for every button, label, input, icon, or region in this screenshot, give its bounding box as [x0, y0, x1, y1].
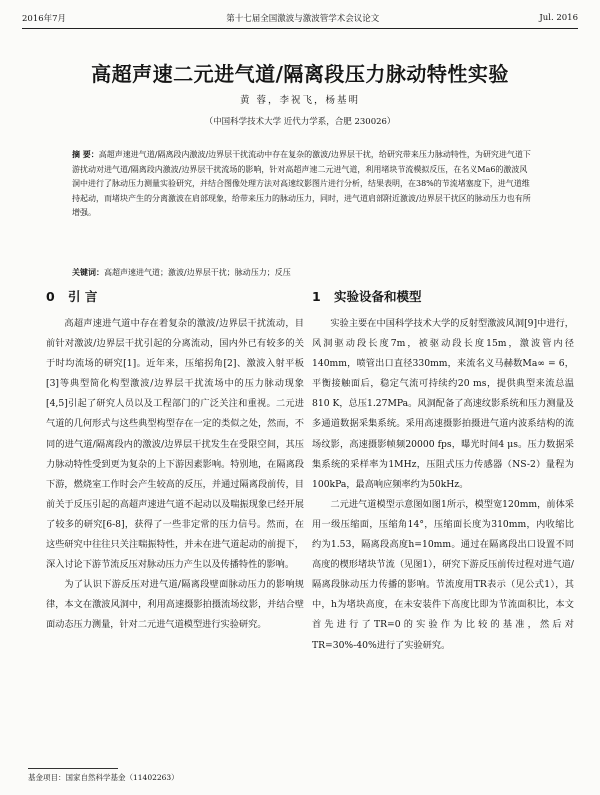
paper-affiliation: （中国科学技术大学 近代力学系，合肥 230026） [204, 117, 396, 127]
footnote-divider [28, 768, 118, 769]
paper-authors: 黄 蓉，李祝飞，杨基明 [239, 95, 361, 106]
left-column [46, 280, 304, 636]
keywords [72, 266, 532, 280]
abstract-text: 高超声速进气道/隔离段内激波/边界层干扰流动中存在复杂的激波/边界层干扰，给研究带来压力脉动特性，为研究进气道下游扰动对进气道/隔离段内激波/边界层干扰流场的影响，针对高超声速二元进气道，利用堵块节流模拟反压，在名义Ma6的激波风洞中进行了脉动压力测量实验研究，并结合图像处理方法对高速纹影图片进行分析，结果表明，在38%的节流堵塞度下，进气道维持起动，而堵块产生的分离激波在肩部现象，给带来压力的脉动压力，同时，进气道肩部附近激波/边界层干扰区的脉动压力也有所增强。 [72, 150, 531, 218]
header-conference: 第十七届全国激波与激波管学术会议论文 [226, 14, 380, 24]
section-number: 0 [46, 289, 55, 304]
running-header [22, 12, 578, 24]
header-divider [22, 28, 578, 29]
section-number: 1 [312, 289, 321, 304]
footnote-label: 基金项目： [28, 773, 66, 782]
section-heading-setup [312, 280, 574, 314]
intro-paragraph: 高超声速进气道中存在着复杂的激波/边界层干扰流动，目前针对激波/边界层干扰引起的分离流动，国内外已有较多的关于时均流场的研究[1]。近年来，压缩拐角[2]、激波入射平板[3]等典型简化构型激波/边界层干扰流场中的压力脉动现象[4,5]引起了研究人员以及工程部门的广泛关注和重视。二元进气道的几何形式与这些典型构型存在一定的类似之处，然而，不同的进气道/隔离段内的激波/边界层干扰发生在受限空间，其压力脉动特性受到更为复杂的上下游因素影响。特别地，在隔离段下游，燃烧室工作时会产生较高的反压，并通过隔离段前传，目前关于反压引起的高超声速进气道不起动以及喘振现象已经开展了较多的研究[6-8]，获得了一些非定常的压力信号。然而，在这些研究中往往只关注喘振特性，并未在进气道起动的前提下，深入讨论下游节流反压对脉动压力产生以及传播特性的影响。 [46, 318, 304, 571]
section-heading-intro [46, 280, 304, 314]
right-column [312, 280, 574, 656]
section-title: 引 言 [68, 289, 98, 304]
intro-paragraph: 为了认识下游反压对进气道/隔离段壁面脉动压力的影响规律，本文在激波风洞中，利用高速摄影拍摄流场纹影，并结合壁面动态压力测量，针对二元进气道模型进行实验研究。 [46, 579, 304, 631]
setup-paragraph: 实验主要在中国科学技术大学的反射型激波风洞[9]中进行，风洞驱动段长度7m，被驱动段长度15m，激波管内径140mm，喷管出口直径330mm，来流名义马赫数Ma∞ = 6，平衡接触面后，稳定气流可持续约20 ms，提供典型来流总温810 K，总压1.27MPa。风洞配备了高速纹影系统和压力测量及多通道数据采集系统。采用高速摄影拍摄进气道内波系结构的流场纹影，高速摄影帧频20000 fps，曝光时间4 μs。压力数据采集系统的采样率为1MHz，压阻式压力传感器（NS-2）量程为100kPa，最高响应频率约为50kHz。 [312, 318, 574, 490]
footnote-text: 国家自然科学基金（11402263） [65, 773, 179, 782]
keywords-label: 关键词： [72, 268, 104, 277]
header-date: 2016年7月 [22, 14, 67, 24]
setup-paragraph: 二元进气道模型示意图如图1所示，模型宽120mm，前体采用一级压缩面，压缩角14°，压缩面长度为310mm，内收缩比约为1.53，隔离段高度h=10mm。通过在隔离段出口设置不同高度的楔形堵块节流（见图1），研究下游反压前传过程对进气道/隔离段脉动压力传播的影响。节流度用TR表示（见公式1），其中，h为堵块高度，在未安装件下高度比即为节流面积比，本文首先进行了TR=0的实验作为比较的基准，然后对TR=30%-40%进行了实验研究。 [312, 498, 574, 651]
footnote [28, 772, 572, 783]
keywords-text: 高超声速进气道；激波/边界层干扰；脉动压力；反压 [104, 268, 291, 277]
paper-title: 高超声速二元进气道/隔离段压力脉动特性实验 [91, 62, 509, 86]
section-title: 实验设备和模型 [334, 289, 422, 304]
abstract [72, 148, 532, 221]
abstract-label: 摘 要： [72, 150, 99, 159]
header-month-year: Jul. 2016 [539, 13, 578, 23]
